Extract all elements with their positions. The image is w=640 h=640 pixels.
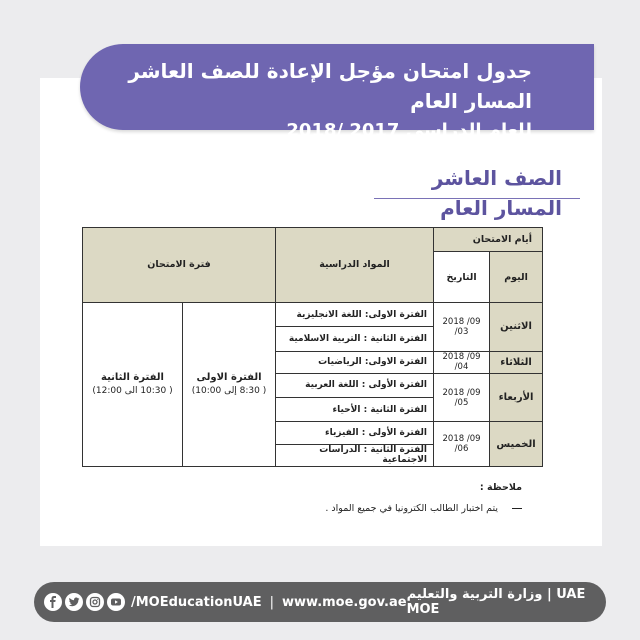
- exam-schedule-table: [82, 227, 543, 467]
- ministry-brand: وزارة التربية والتعليم | UAE MOE: [406, 587, 586, 617]
- subject-cell: الفترة الأولى : الفيزياء: [276, 422, 434, 444]
- subject-cell: الفترة الثانية : الأحياء: [276, 398, 434, 422]
- banner-title: جدول امتحان مؤجل الإعادة للصف العاشر المسار العام: [128, 59, 532, 113]
- social-handle[interactable]: /MOEducationUAE: [131, 594, 262, 610]
- period-first-title: الفترة الاولى: [196, 372, 262, 384]
- social-icons: [44, 593, 125, 611]
- subject-cell: الفترة الأولى : اللغة العربية: [276, 373, 434, 397]
- period-second-cell: [83, 302, 183, 466]
- note-item: [222, 503, 522, 514]
- subject-cell: الفترة الاولى: اللغة الانجليزية: [276, 302, 434, 326]
- day-cell: الثلاثاء: [490, 351, 543, 373]
- header-exam-days: أيام الامتحان: [434, 228, 543, 252]
- notes-label: ملاحظة :: [479, 482, 522, 493]
- instagram-icon[interactable]: [86, 593, 104, 611]
- header-subjects: المواد الدراسية: [276, 228, 434, 303]
- section-title-text: الصف العاشر المسار العام: [431, 166, 562, 220]
- website-link[interactable]: www.moe.gov.ae: [282, 594, 407, 610]
- subject-cell: الفترة الثانية : التربية الاسلامية: [276, 327, 434, 351]
- date-cell: 2018 /09 /05: [434, 373, 490, 422]
- period-first-time: ( 8:30 إلى 10:00): [191, 386, 267, 397]
- subject-cell: الفترة الاولى: الرياضيات: [276, 351, 434, 373]
- day-cell: الأربعاء: [490, 373, 543, 422]
- header-exam-period: فترة الامتحان: [83, 228, 276, 303]
- footer-bar: [34, 582, 606, 622]
- header-day: اليوم: [490, 252, 543, 303]
- notes-block: [222, 482, 522, 514]
- period-second-title: الفترة الثانية: [101, 372, 164, 384]
- header-date: التاريخ: [434, 252, 490, 303]
- section-title: [374, 163, 580, 220]
- date-cell: 2018 /09 /04: [434, 351, 490, 373]
- dash-bullet: [512, 508, 522, 509]
- banner-subtitle: للعام الدراسي 2017 /2018: [286, 120, 532, 141]
- period-second-time: ( 10:30 الى 12:00): [92, 386, 173, 397]
- day-cell: الاثنين: [490, 302, 543, 351]
- facebook-icon[interactable]: [44, 593, 62, 611]
- title-banner: [80, 44, 594, 141]
- twitter-icon[interactable]: [65, 593, 83, 611]
- date-cell: 2018 /09 /03: [434, 302, 490, 351]
- note-text: يتم اختبار الطالب الكترونيا في جميع المواد .: [325, 503, 498, 514]
- footer-separator: |: [269, 594, 274, 610]
- youtube-icon[interactable]: [107, 593, 125, 611]
- date-cell: 2018 /09 /06: [434, 422, 490, 467]
- period-first-cell: [183, 302, 276, 466]
- day-cell: الخميس: [490, 422, 543, 467]
- subject-cell: الفترة الثانية : الدراسات الاجتماعية: [276, 444, 434, 466]
